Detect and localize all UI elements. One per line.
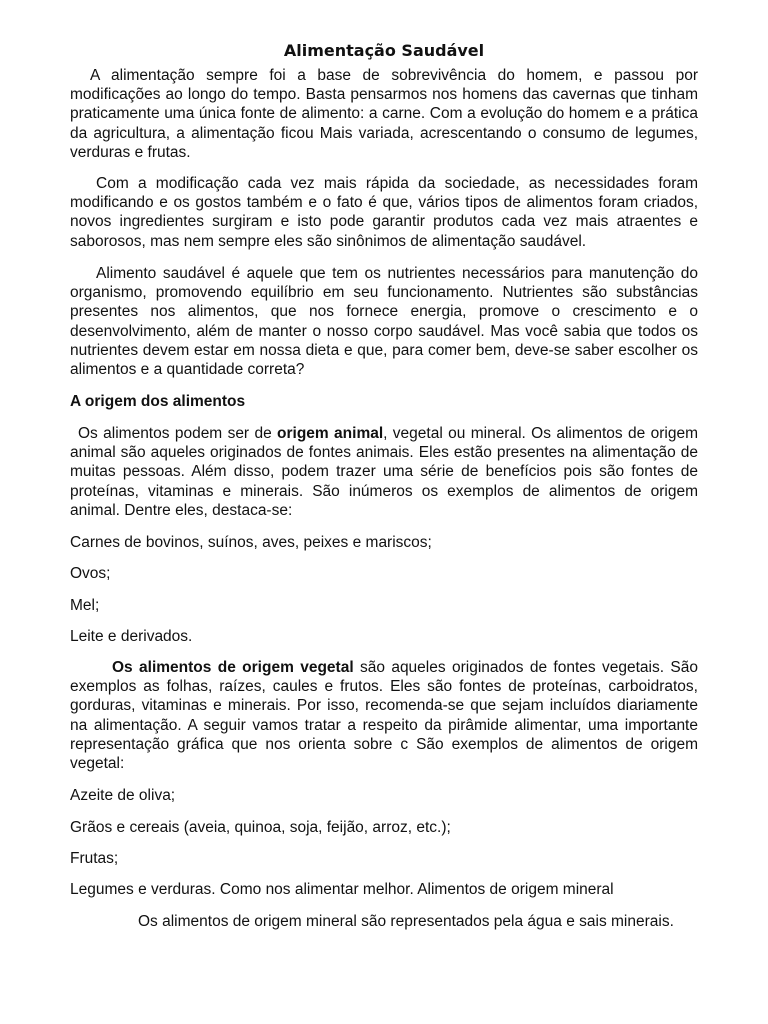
paragraph-mineral-origin: Os alimentos de origem mineral são representados pela água e sais minerais. bbox=[138, 913, 674, 930]
list-item: Leite e derivados. bbox=[70, 628, 193, 645]
paragraph-vegetal-body: são aqueles originados de fontes vegetais. São exemplos as folhas, raízes, caules e frutos. Eles são fontes de proteínas, carboidratos, gorduras, vitaminas e minerais. Por isso, recomenda-se que sejam incluídos diariamente na alimentação. A seguir vamos tratar a respeito da pirâmide alimentar, uma importante representação gráfica que nos orienta sobre c São exemplos de alimentos de origem vegetal: bbox=[70, 659, 698, 773]
list-item: Ovos; bbox=[70, 565, 111, 582]
paragraph-animal-body: , vegetal ou mineral. Os alimentos de origem animal são aqueles originados de fontes animais. Eles estão presentes na alimentação de muitas pessoas. Além disso, podem trazer uma série de benefícios pois são fontes de proteínas, vitaminas e minerais. São inúmeros os exemplos de alimentos de origem animal. Dentre eles, destaca-se: bbox=[70, 425, 698, 519]
list-item: Grãos e cereais (aveia, quinoa, soja, feijão, arroz, etc.); bbox=[70, 819, 451, 836]
paragraph-animal-origin bbox=[70, 424, 698, 520]
paragraph-healthy-food: Alimento saudável é aquele que tem os nutrientes necessários para manutenção do organismo, promovendo equilíbrio em seu funcionamento. Nutrientes são substâncias presentes nos alimentos, que nos fornece energia, promove o crescimento e o desenvolvimento, além de manter o nosso corpo saudável. Mas você sabia que todos os nutrientes devem estar em nossa dieta e que, para comer bem, deve-se saber escolher os alimentos e a quantidade correta? bbox=[70, 265, 698, 379]
paragraph-intro: A alimentação sempre foi a base de sobrevivência do homem, e passou por modificações ao longo do tempo. Basta pensarmos nos homens das cavernas que tinham praticamente uma única fonte de alimento: a carne. Com a evolução do homem e a prática da agricultura, a alimentação ficou Mais variada, acrescentando o consumo de legumes, verduras e frutas. bbox=[70, 67, 698, 161]
list-item: Azeite de oliva; bbox=[70, 787, 176, 804]
document-title: Alimentação Saudável bbox=[283, 41, 485, 60]
list-item: Legumes e verduras. Como nos alimentar melhor. Alimentos de origem mineral bbox=[70, 881, 614, 898]
heading-origin: A origem dos alimentos bbox=[70, 393, 246, 410]
vegetal-origin-term: Os alimentos de origem vegetal bbox=[112, 659, 354, 676]
paragraph-animal-intro: Os alimentos podem ser de bbox=[78, 425, 278, 442]
animal-origin-term: origem animal bbox=[277, 425, 384, 442]
paragraph-vegetal-origin bbox=[70, 658, 698, 773]
list-item: Carnes de bovinos, suínos, aves, peixes e mariscos; bbox=[70, 534, 432, 551]
list-item: Frutas; bbox=[70, 850, 119, 867]
paragraph-society: Com a modificação cada vez mais rápida da sociedade, as necessidades foram modificando e os gostos também e o fato é que, vários tipos de alimentos foram criados, novos ingredientes surgiram e isto pode garantir produtos cada vez mais atraentes e saborosos, mas nem sempre eles são sinônimos de alimentação saudável. bbox=[70, 175, 698, 250]
list-item: Mel; bbox=[70, 597, 100, 614]
